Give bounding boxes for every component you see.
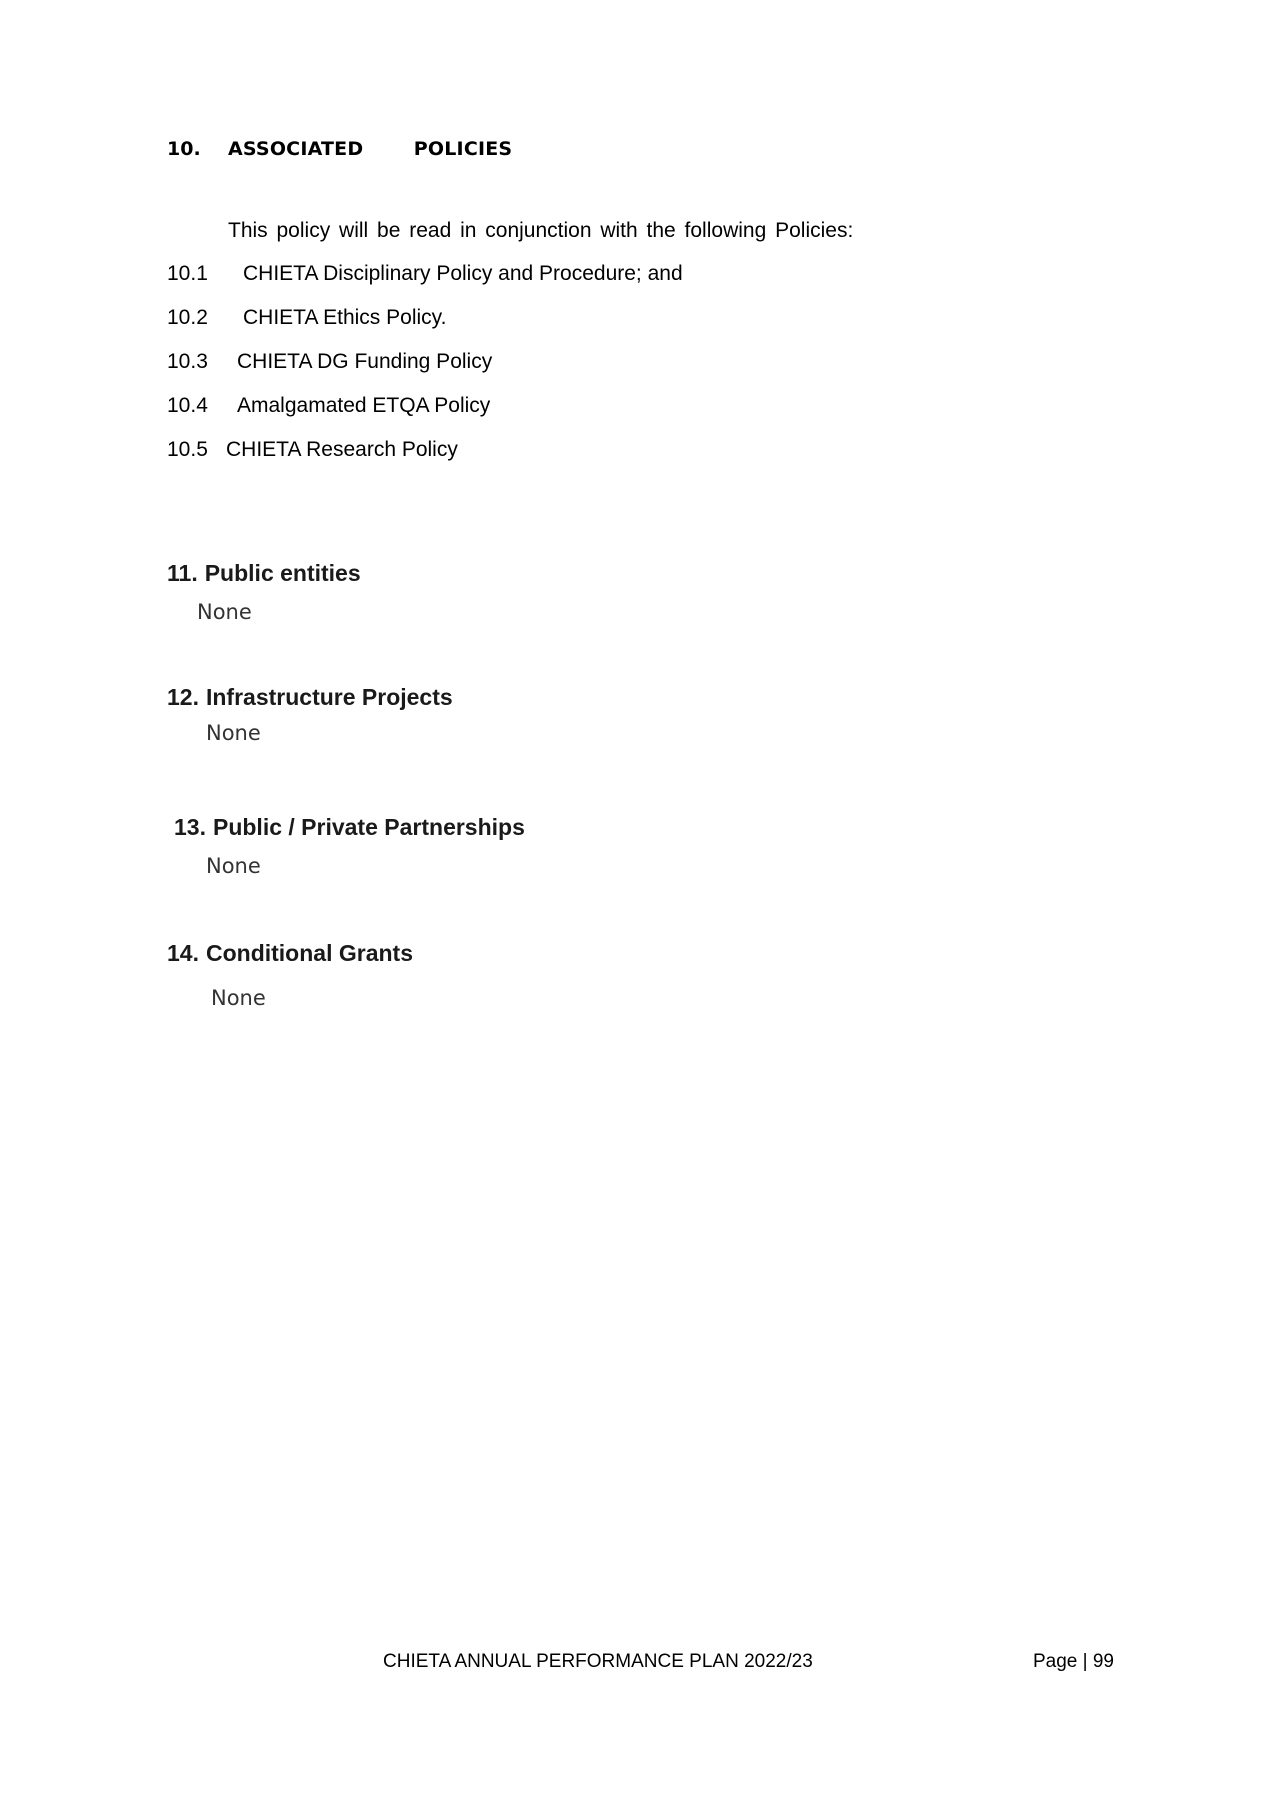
policy-item-number: 10.2 bbox=[167, 306, 208, 329]
footer-page-number: Page | 99 bbox=[1033, 1651, 1115, 1672]
section-12-body: None bbox=[206, 721, 261, 745]
section-11-heading bbox=[167, 560, 361, 587]
section-12-heading bbox=[167, 684, 453, 711]
policy-list-item bbox=[167, 438, 458, 462]
policy-item-text: CHIETA Research Policy bbox=[226, 438, 458, 461]
policy-item-text: CHIETA DG Funding Policy bbox=[237, 350, 493, 373]
policy-item-text: Amalgamated ETQA Policy bbox=[237, 394, 491, 417]
section-number: 13. bbox=[174, 814, 206, 840]
policy-list-item bbox=[167, 394, 490, 418]
section-13-body: None bbox=[206, 854, 261, 878]
section-title: Public entities bbox=[204, 560, 361, 586]
policy-list-item bbox=[167, 350, 492, 374]
section-14-body: None bbox=[211, 986, 266, 1010]
section-number: 12. bbox=[167, 684, 199, 710]
section-14-heading bbox=[167, 940, 413, 967]
section-title: Conditional Grants bbox=[205, 940, 413, 966]
footer-document-title: CHIETA ANNUAL PERFORMANCE PLAN 2022/23 bbox=[383, 1651, 813, 1672]
section-title: Public / Private Partnerships bbox=[212, 814, 525, 840]
policy-item-text: CHIETA Disciplinary Policy and Procedure; and bbox=[243, 262, 683, 285]
section-number: 10. bbox=[167, 138, 201, 160]
section-10-heading bbox=[167, 138, 512, 160]
policy-item-number: 10.5 bbox=[167, 438, 208, 461]
section-title: Infrastructure Projects bbox=[205, 684, 453, 710]
section-11-body: None bbox=[197, 600, 252, 624]
policy-item-number: 10.3 bbox=[167, 350, 208, 373]
section-number: 14. bbox=[167, 940, 199, 966]
policy-list-item bbox=[167, 306, 446, 330]
section-title: ASSOCIATED POLICIES bbox=[228, 138, 513, 160]
section-10-intro: This policy will be read in conjunction with the following Policies: bbox=[228, 219, 854, 242]
policy-item-number: 10.1 bbox=[167, 262, 208, 285]
policy-list-item bbox=[167, 262, 683, 286]
section-number: 11. bbox=[167, 560, 198, 586]
section-13-heading bbox=[174, 814, 525, 841]
policy-item-text: CHIETA Ethics Policy. bbox=[243, 306, 447, 329]
policy-item-number: 10.4 bbox=[167, 394, 208, 417]
